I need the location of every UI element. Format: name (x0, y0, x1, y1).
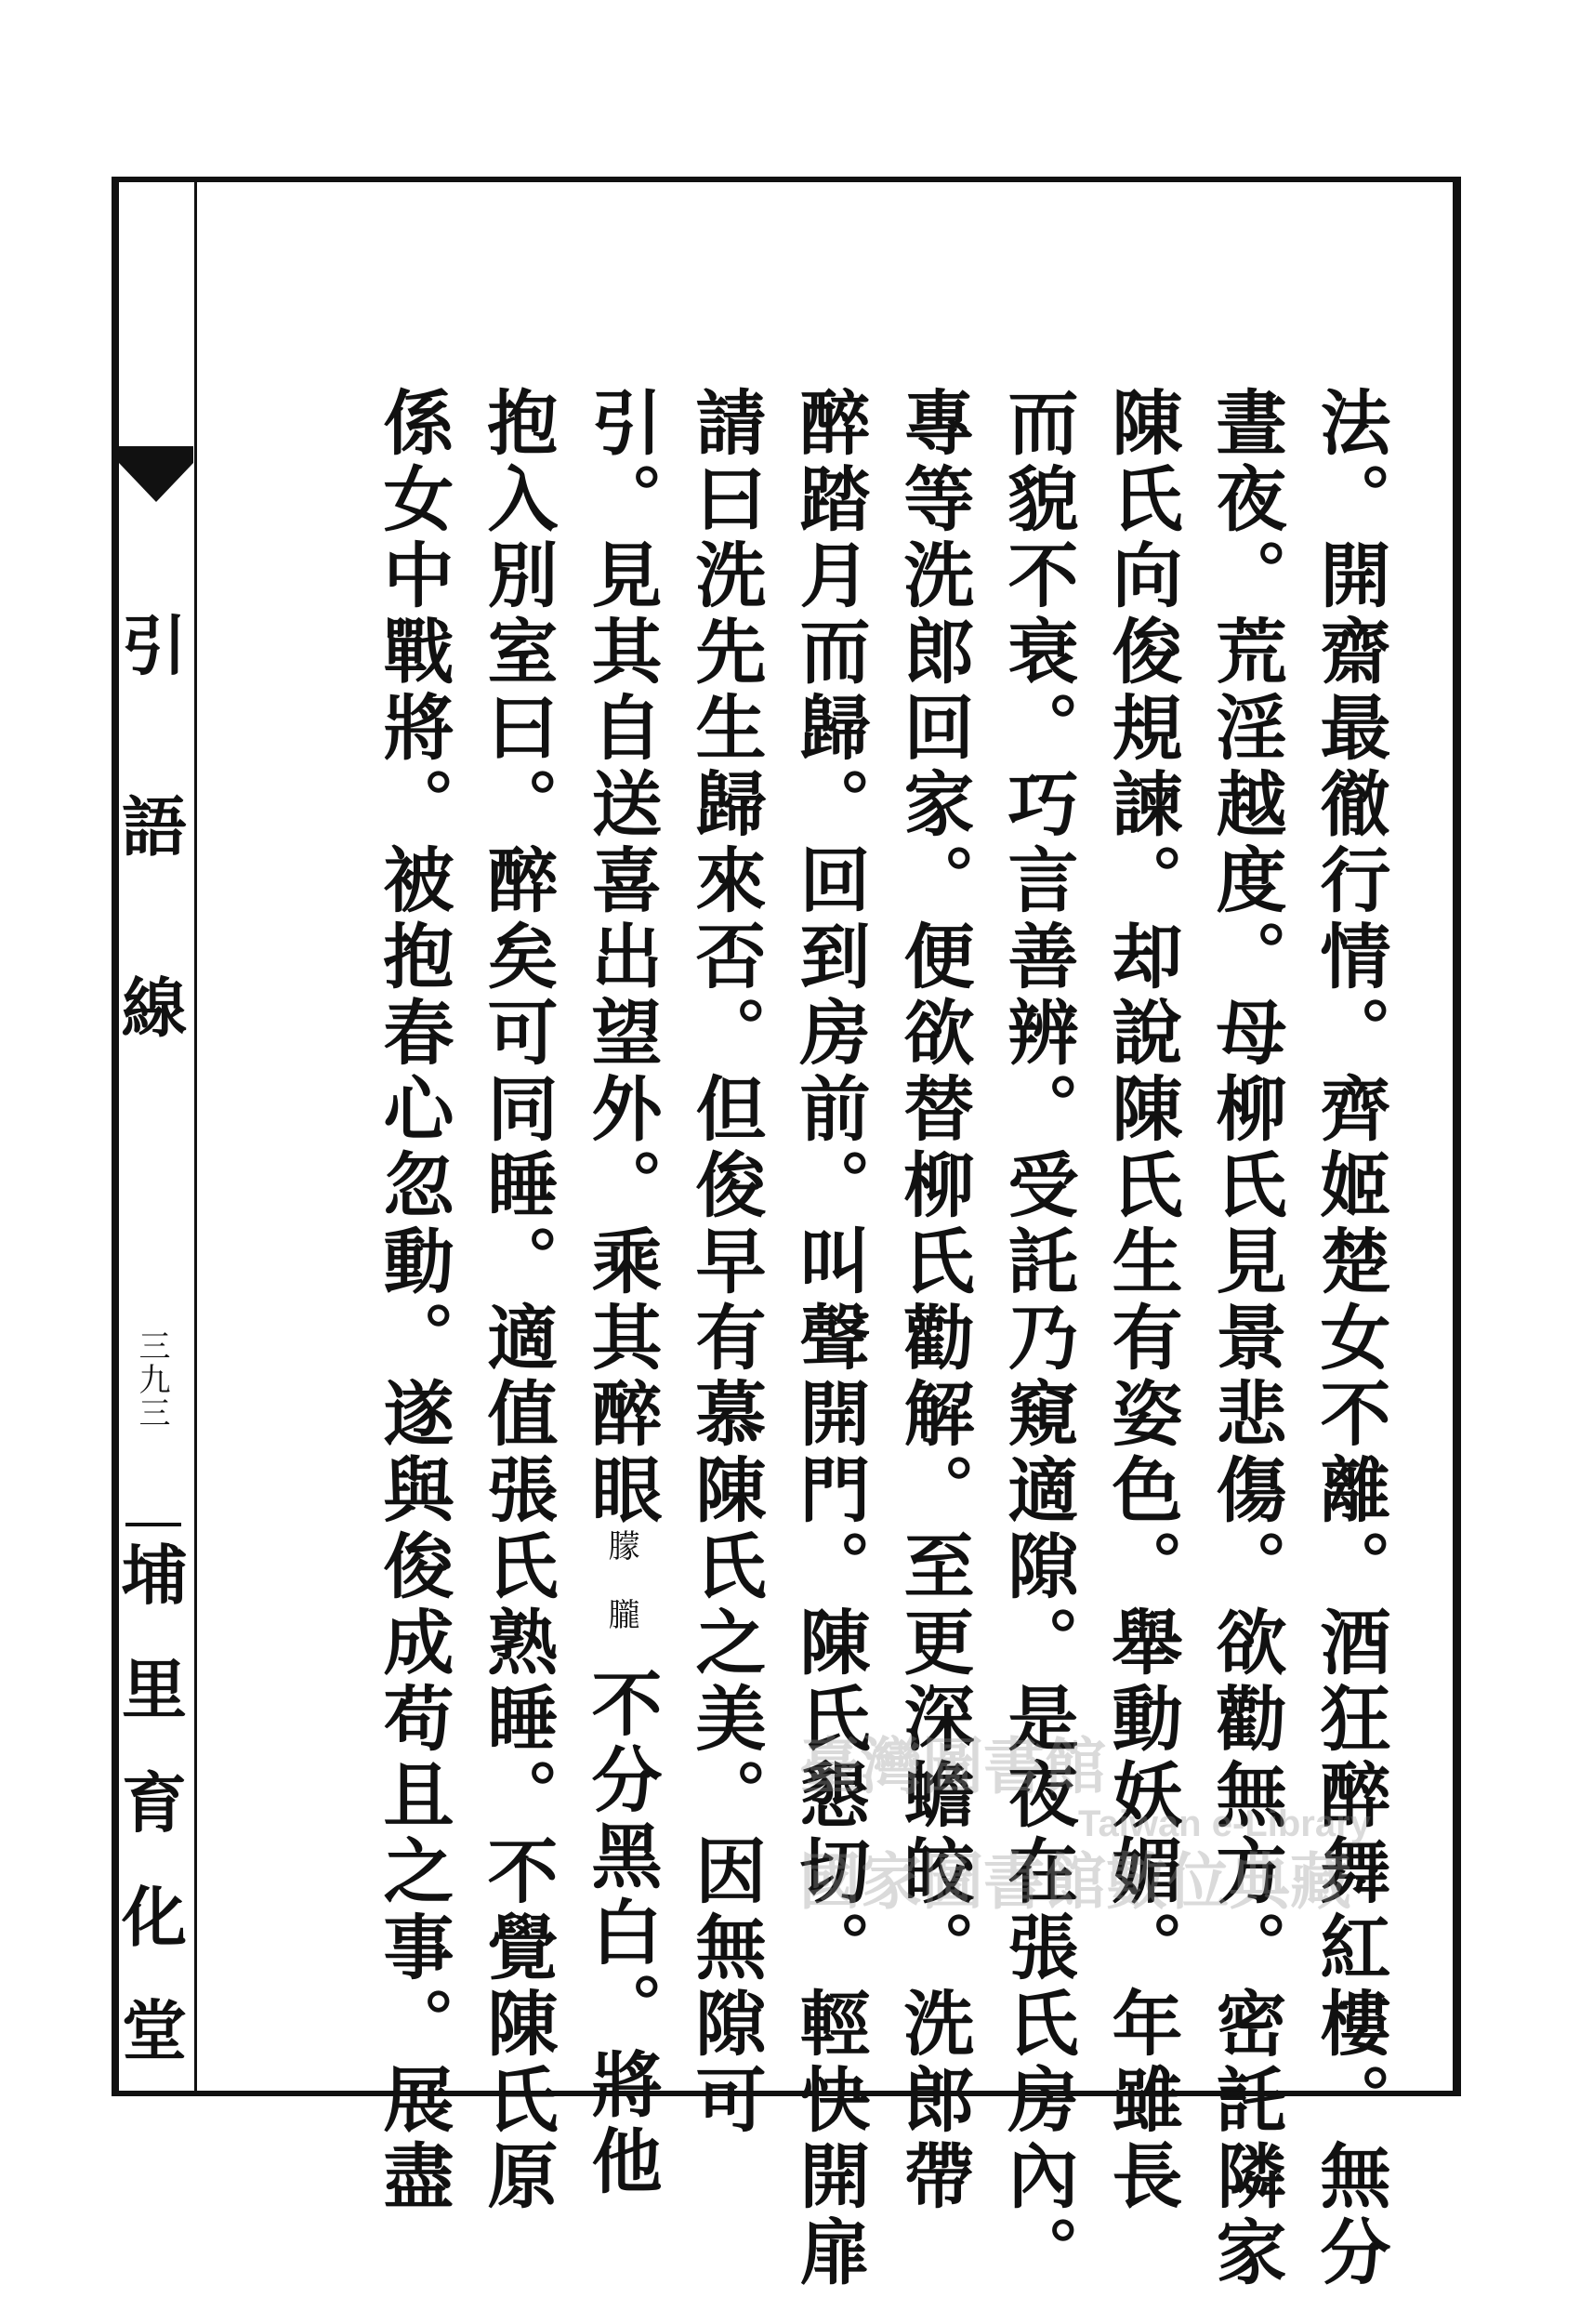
main-text (240, 386, 1402, 2291)
text-column-1: 法。開齋最徹行情。齊姬楚女不離。酒狂醉舞紅樓。無分 (1309, 386, 1391, 2291)
text-column-5: 專等洗郎回家。便欲替柳氏勸解。至更深蟾皎。洗郎帶 (892, 386, 975, 2215)
text-column-2: 晝夜。荒淫越度。母柳氏見景悲傷。欲勸無方。密託隣家 (1205, 386, 1287, 2291)
publisher-char: 里 (122, 1650, 187, 1728)
text-column-10: 係女中戰將。被抱春心忽動。遂與俊成苟且之事。展盡 (372, 386, 454, 2215)
publisher-name (115, 1537, 193, 2069)
page-number: 三九三 (133, 1329, 170, 1430)
publisher-char: 化 (122, 1878, 187, 1956)
publisher-char: 埔 (122, 1537, 187, 1614)
watermark-line-3: 國家圖書館數位典藏 (799, 1845, 1351, 1918)
watermark-line-2: Taiwan e-Library (1078, 1803, 1371, 1844)
interlinear-gloss: 朦朧 (602, 1529, 639, 1667)
book-title-char: 語 (122, 788, 187, 865)
text-column-8-tail: 不分黑白。將他 (580, 1667, 663, 2200)
book-title-char: 線 (122, 970, 187, 1047)
watermark-line-1: 臺灣圖書館 (799, 1730, 1106, 1802)
text-column-9: 抱入別室曰。醉矣可同睡。適值張氏熟睡。不覺陳氏原 (476, 386, 559, 2215)
margin-mark-line (125, 1523, 181, 1526)
publisher-char: 育 (122, 1764, 187, 1842)
text-column-4: 而貌不衰。巧言善辨。受託乃窺適隙。是夜在張氏房內。 (996, 386, 1079, 2291)
text-column-8-head: 引。見其自送喜出望外。乘其醉眼 (580, 386, 663, 1529)
text-column-6: 醉踏月而歸。回到房前。叫聲開門。陳氏懇切。輕快開扉 (788, 386, 871, 2291)
text-column-3: 陳氏向俊規諫。却說陳氏生有姿色。舉動妖媚。年雖長 (1100, 386, 1183, 2215)
publisher-char: 堂 (122, 1992, 187, 2069)
book-title-char: 引 (122, 607, 187, 684)
text-column-8 (569, 386, 673, 2200)
book-title (115, 607, 193, 1047)
text-column-7: 請曰洗先生歸來否。但俊早有慕陳氏之美。因無隙可 (684, 386, 767, 2139)
